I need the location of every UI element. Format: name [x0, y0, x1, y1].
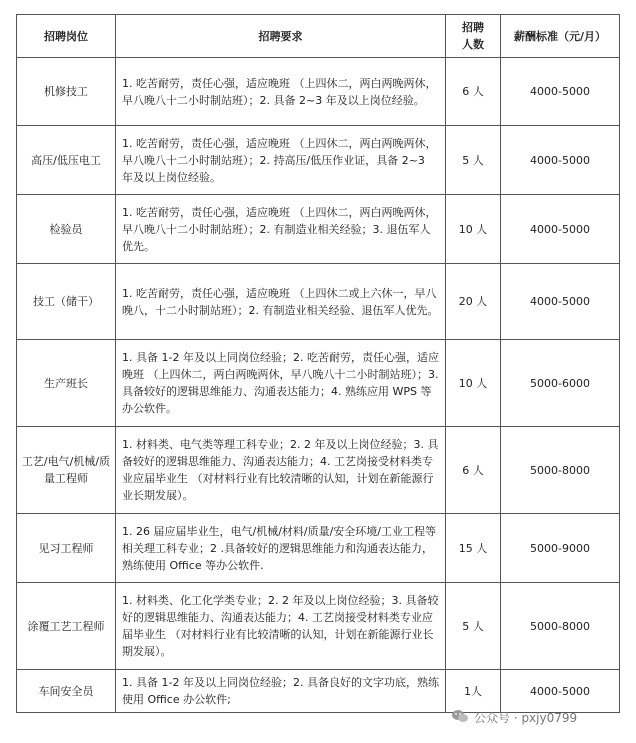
cell-position: 车间安全员 — [17, 670, 116, 713]
cell-requirements: 1. 吃苦耐劳，责任心强，适应晚班 （上四休二，两白两晚两休，早八晚八十二小时制站班）；2. 持高压/低压作业证，具备 2~3 年及以上岗位经验。 — [116, 126, 446, 195]
header-count: 招聘 人数 — [446, 15, 501, 58]
cell-position: 涂覆工艺工程师 — [17, 583, 116, 670]
cell-position: 高压/低压电工 — [17, 126, 116, 195]
cell-salary: 4000-5000 — [501, 195, 620, 264]
cell-position: 技工（储干） — [17, 264, 116, 340]
table-row — [17, 195, 620, 264]
table-row — [17, 514, 620, 583]
header-position: 招聘岗位 — [17, 15, 116, 58]
header-requirements: 招聘要求 — [116, 15, 446, 58]
cell-salary: 5000-8000 — [501, 427, 620, 514]
cell-count: 6 人 — [446, 427, 501, 514]
cell-salary: 4000-5000 — [501, 670, 620, 713]
wechat-icon — [452, 709, 468, 726]
cell-position: 工艺/电气/机械/质量工程师 — [17, 427, 116, 514]
cell-requirements: 1. 具备 1-2 年及以上同岗位经验；2. 具备良好的文字功底，熟练使用 Office 办公软件; — [116, 670, 446, 713]
table-row — [17, 670, 620, 713]
cell-position: 检验员 — [17, 195, 116, 264]
cell-count: 5 人 — [446, 126, 501, 195]
cell-salary: 4000-5000 — [501, 58, 620, 126]
cell-position: 生产班长 — [17, 340, 116, 427]
cell-requirements: 1. 吃苦耐劳，责任心强，适应晚班 （上四休二，两白两晚两休，早八晚八十二小时制站班）；2. 具备 2~3 年及以上岗位经验。 — [116, 58, 446, 126]
cell-requirements: 1. 材料类、化工化学类专业；2. 2 年及以上岗位经验；3. 具备较好的逻辑思维能力、沟通表达能力；4. 工艺岗接受材料类专业应届毕业生 （对材料行业有比较清晰的认知，计划在新能源行业长期发展）。 — [116, 583, 446, 670]
cell-requirements: 1. 吃苦耐劳，责任心强，适应晚班 （上四休二，两白两晚两休，早八晚八十二小时制站班）；2. 有制造业相关经验；3. 退伍军人优先。 — [116, 195, 446, 264]
table-header-row — [17, 15, 620, 58]
table-row — [17, 340, 620, 427]
table-row — [17, 264, 620, 340]
header-salary: 薪酬标准（元/月） — [501, 15, 620, 58]
cell-salary: 4000-5000 — [501, 264, 620, 340]
watermark-text: 公众号 · pxjy0799 — [474, 711, 578, 725]
table-row — [17, 58, 620, 126]
table-row — [17, 427, 620, 514]
cell-position: 见习工程师 — [17, 514, 116, 583]
table-row — [17, 126, 620, 195]
cell-salary: 5000-8000 — [501, 583, 620, 670]
cell-requirements: 1. 吃苦耐劳，责任心强，适应晚班 （上四休二或上六休一，早八晚八，十二小时制站班）；2. 有制造业相关经验、退伍军人优先。 — [116, 264, 446, 340]
cell-position: 机修技工 — [17, 58, 116, 126]
cell-count: 20 人 — [446, 264, 501, 340]
cell-salary: 4000-5000 — [501, 126, 620, 195]
cell-count: 15 人 — [446, 514, 501, 583]
watermark — [452, 709, 577, 726]
cell-count: 10 人 — [446, 195, 501, 264]
cell-requirements: 1. 具备 1-2 年及以上同岗位经验；2. 吃苦耐劳，责任心强，适应晚班 （上四休二，两白两晚两休，早八晚八十二小时制站班）；3. 具备较好的逻辑思维能力、沟通表达能力；4. 熟练应用 WPS 等办公软件。 — [116, 340, 446, 427]
cell-count: 1人 — [446, 670, 501, 713]
cell-count: 10 人 — [446, 340, 501, 427]
cell-salary: 5000-9000 — [501, 514, 620, 583]
cell-count: 5 人 — [446, 583, 501, 670]
cell-salary: 5000-6000 — [501, 340, 620, 427]
cell-count: 6 人 — [446, 58, 501, 126]
cell-requirements: 1. 材料类、电气类等理工科专业；2. 2 年及以上岗位经验；3. 具备较好的逻辑思维能力、沟通表达能力；4. 工艺岗接受材料类专业应届毕业生 （对材料行业有比较清晰的认知，计划在新能源行业长期发展）。 — [116, 427, 446, 514]
table-row — [17, 583, 620, 670]
cell-requirements: 1. 26 届应届毕业生，电气/机械/材料/质量/安全环境/工业工程等相关理工科专业；2 .具备较好的逻辑思维能力和沟通表达能力，熟练使用 Office 等办公软件. — [116, 514, 446, 583]
recruitment-table — [16, 14, 620, 713]
